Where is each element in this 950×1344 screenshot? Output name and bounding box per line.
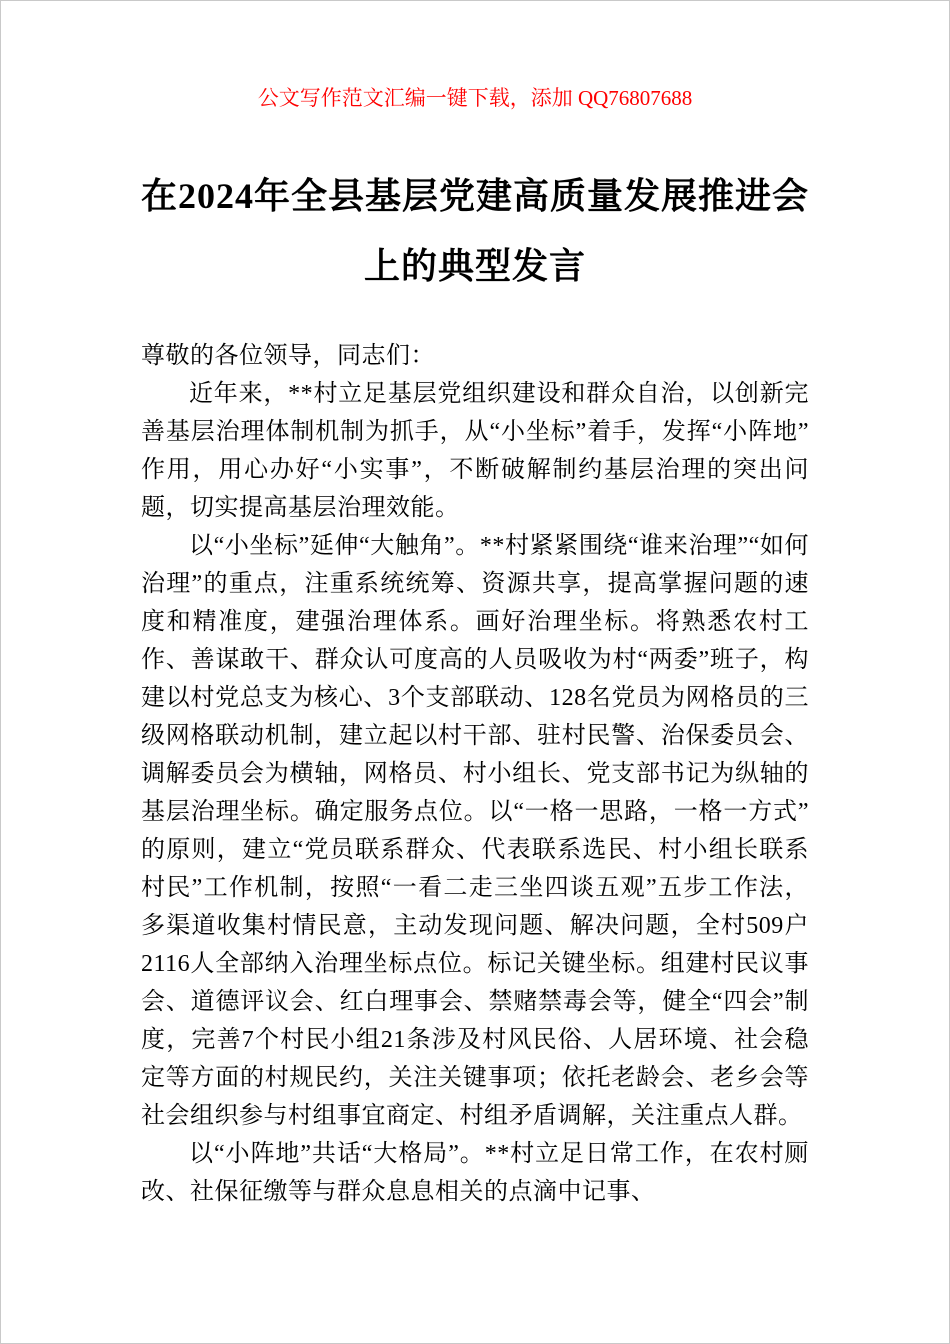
title-line-2: 上的典型发言	[363, 246, 586, 286]
document-title	[141, 161, 809, 301]
paragraph-intro: 近年来，**村立足基层党组织建设和群众自治，以创新完善基层治理体制机制为抓手，从“小坐标”着手，发挥“小阵地”作用，用心办好“小实事”，不断破解制约基层治理的突出问题，切实提高基层治理效能。	[141, 381, 809, 521]
paragraph-small-position: 以“小阵地”共话“大格局”。**村立足日常工作，在农村厕改、社保征缴等与群众息息相关的点滴中记事、	[141, 1141, 809, 1205]
salutation: 尊敬的各位领导，同志们：	[141, 343, 435, 369]
promo-notice: 公文写作范文汇编一键下载，添加 QQ76807688	[257, 86, 693, 110]
document-body	[141, 337, 809, 1211]
paragraph-small-coordinates: 以“小坐标”延伸“大触角”。**村紧紧围绕“谁来治理”“如何治理”的重点，注重系统统筹、资源共享，提高掌握问题的速度和精准度，建强治理体系。画好治理坐标。将熟悉农村工作、善谋敢干、群众认可度高的人员吸收为村“两委”班子，构建以村党总支为核心、3个支部联动、128名党员为网格员的三级网格联动机制，建立起以村干部、驻村民警、治保委员会、调解委员会为横轴，网格员、村小组长、党支部书记为纵轴的基层治理坐标。确定服务点位。以“一格一思路，一格一方式”的原则，建立“党员联系群众、代表联系选民、村小组长联系村民”工作机制，按照“一看二走三坐四谈五观”五步工作法，多渠道收集村情民意，主动发现问题、解决问题，全村509户2116人全部纳入治理坐标点位。标记关键坐标。组建村民议事会、道德评议会、红白理事会、禁赌禁毒会等，健全“四会”制度，完善7个村民小组21条涉及村风民俗、人居环境、社会稳定等方面的村规民约，关注关键事项；依托老龄会、老乡会等社会组织参与村组事宜商定、村组矛盾调解，关注重点人群。	[141, 533, 809, 1129]
title-line-1: 在2024年全县基层党建高质量发展推进会	[141, 176, 810, 216]
